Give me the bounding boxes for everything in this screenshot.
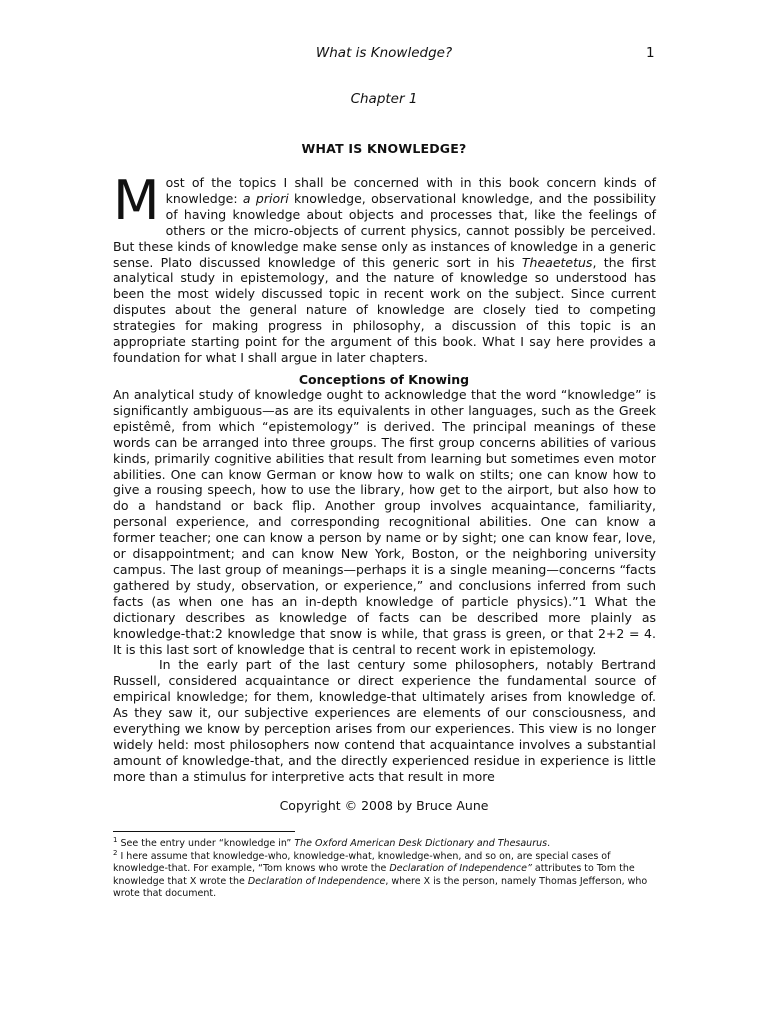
footnote-2-italic-b: Declaration of Independence” xyxy=(389,863,532,875)
footnote-2-text-a: I here assume that knowledge-who, knowledge-what, knowledge-when, and so on, are special cases of knowledge-that. For example, “Tom knows who wrote the xyxy=(113,851,611,875)
footnote-1 xyxy=(113,835,656,850)
intro-text-5: , the first analytical study in epistemology, and the nature of knowledge so understood has been the most widely discussed topic in recent work on the subject. Since current disputes about the general nature of knowledge are closely tied to competing strategies for making progress in philosophy, a discussion of this topic is an appropriate starting point for the argument of this book. What I say here provides a foundation for what I shall argue in later chapters. xyxy=(113,254,656,365)
drop-cap: M xyxy=(113,169,160,232)
footnote-1-text: See the entry under “knowledge in” xyxy=(117,838,295,849)
footnote-2-italic-d: Declaration of Independence xyxy=(247,875,386,887)
footnote-divider xyxy=(113,831,295,832)
chapter-label: Chapter 1 xyxy=(350,91,418,107)
chapter-title: WHAT IS KNOWLEDGE? xyxy=(301,141,467,156)
footnote-2-text-c: attributes to Tom the knowledge that X wrote the xyxy=(113,863,635,887)
footnote-2-marker: 2 xyxy=(113,849,118,858)
intro-text-theaetetus: Theaetetus xyxy=(521,254,593,270)
footnote-2 xyxy=(113,851,656,900)
intro-text-a-priori: a priori xyxy=(242,190,289,206)
footnote-1-end: . xyxy=(547,838,551,849)
footnote-1-book-title: The Oxford American Desk Dictionary and Thesaurus xyxy=(294,838,548,849)
footnote-1-marker: 1 xyxy=(113,835,118,844)
intro-paragraph xyxy=(113,169,656,366)
section-heading: Conceptions of Knowing xyxy=(298,372,470,387)
copyright-notice: Copyright © 2008 by Bruce Aune xyxy=(279,798,489,813)
intro-text-3: knowledge, observational knowledge, and the possibility of having knowledge about objects and processes that, like the feelings of others or the micro-objects of current physics, cannot possibly be perceived. But these kinds of knowledge make sense only as instances of knowledge in a generic sense. Plato discussed knowledge of this generic sort in his xyxy=(113,190,656,270)
footnote-2-text-e: , where X is the person, namely Thomas Jefferson, who wrote that document. xyxy=(113,875,648,899)
running-header-title: What is Knowledge? xyxy=(315,45,453,61)
intro-text-1: ost of the topics I shall be concerned with in this book concern kinds of knowledge: xyxy=(165,175,656,206)
section-paragraph: An analytical study of knowledge ought to acknowledge that the word “knowledge” is significantly ambiguous—as are its equivalents in other languages, such as the Greek epistêmê, from which “epistemology” is derived. The principal meanings of these words can be arranged into three groups. The first group concerns abilities of various kinds, primarily cognitive abilities that result from learning but sometimes even motor abilities. One can know German or know how to walk on stilts; one can know how to give a rousing speech, how to use the library, how get to the airport, but also how to do a handstand or back flip. Another group involves acquaintance, familiarity, personal experience, and corresponding recognitional abilities. One can know a former teacher; one can know a person by name or by sight; one can know fear, love, or disappointment; and can know New York, Boston, or the neighboring university campus. The last group of meanings—perhaps it is a single meaning—concerns “facts gathered by study, observation, or experience,” and conclusions inferred from such facts (as when one has an in-depth knowledge of particle physics).”1 What the dictionary describes as knowledge of facts can be described more plainly as knowledge-that:2 knowledge that snow is while, that grass is green, or that 2+2 = 4. It is this last sort of knowledge that is central to recent work in epistemology. xyxy=(113,387,656,657)
footnotes xyxy=(113,835,656,901)
section-body xyxy=(113,387,656,785)
third-paragraph: In the early part of the last century some philosophers, notably Bertrand Russell, considered acquaintance or direct experience the fundamental source of empirical knowledge; for them, knowledge-that ultimately arises from knowledge of. As they saw it, our subjective experiences are elements of our consciousness, and everything we know by perception arises from our experiences. This view is no longer widely held: most philosophers now contend that acquaintance involves a substantial amount of knowledge-that, and the directly experienced residue in experience is little more than a stimulus for interpretive acts that result in more xyxy=(113,657,656,784)
page-number: 1 xyxy=(646,45,655,61)
